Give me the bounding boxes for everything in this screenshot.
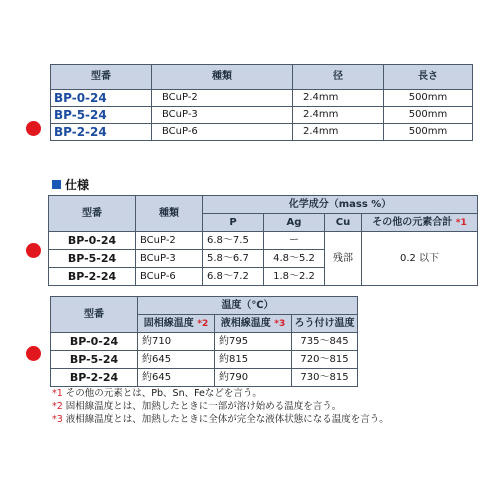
- note-mark: *1: [455, 217, 467, 228]
- header-type: 種類: [136, 196, 203, 232]
- header-brazing: ろう付け温度: [292, 315, 358, 333]
- table-row: [51, 90, 473, 107]
- ag-cell: 1.8～2.2: [264, 268, 325, 286]
- footnote-1: [52, 387, 389, 400]
- footnote-mark: *3: [52, 414, 63, 425]
- header-row: [51, 65, 473, 90]
- highlight-marker-1: [26, 121, 41, 136]
- type-cell: BCuP-3: [136, 250, 203, 268]
- header-liquidus-text: 液相線温度: [220, 317, 271, 329]
- header-ag: Ag: [264, 214, 325, 232]
- highlight-marker-3: [26, 346, 41, 361]
- solidus-cell: 約645: [138, 369, 215, 387]
- type-cell: BCuP-6: [136, 268, 203, 286]
- note-mark: *2: [197, 318, 209, 329]
- liquidus-cell: 約815: [215, 351, 292, 369]
- product-table: [50, 64, 473, 141]
- footnote-text: その他の元素とは、Pb、Sn、Feなどを言う。: [65, 388, 262, 399]
- diameter-cell: 2.4mm: [293, 90, 384, 107]
- model-cell: BP-5-24: [51, 107, 152, 124]
- model-cell: BP-0-24: [51, 333, 138, 351]
- ag-cell: 4.8～5.2: [264, 250, 325, 268]
- length-cell: 500mm: [384, 107, 473, 124]
- table-row: [51, 333, 358, 351]
- solidus-cell: 約645: [138, 351, 215, 369]
- section-title: [52, 176, 89, 193]
- square-bullet-icon: [52, 180, 61, 189]
- footnote-text: 固相線温度とは、加熱したときに一部が溶け始める温度を言う。: [65, 401, 342, 412]
- diameter-cell: 2.4mm: [293, 124, 384, 141]
- model-cell: BP-2-24: [51, 369, 138, 387]
- header-row: [51, 297, 358, 315]
- type-cell: BCuP-2: [152, 90, 293, 107]
- footnote-text: 液相線温度とは、加熱したときに全体が完全な液体状態になる温度を言う。: [65, 414, 389, 425]
- footnote-2: [52, 400, 389, 413]
- diameter-cell: 2.4mm: [293, 107, 384, 124]
- table-row: [51, 107, 473, 124]
- model-cell: BP-2-24: [51, 124, 152, 141]
- model-cell: BP-0-24: [51, 90, 152, 107]
- p-cell: 5.8～6.7: [203, 250, 264, 268]
- model-cell: BP-5-24: [51, 351, 138, 369]
- highlight-marker-2: [26, 243, 41, 258]
- composition-table: [48, 195, 478, 286]
- brazing-cell: 720～815: [292, 351, 358, 369]
- header-model: 型番: [51, 65, 152, 90]
- header-diameter: 径: [293, 65, 384, 90]
- header-cu: Cu: [325, 214, 362, 232]
- header-length: 長さ: [384, 65, 473, 90]
- type-cell: BCuP-6: [152, 124, 293, 141]
- model-cell: BP-5-24: [49, 250, 136, 268]
- temperature-table: [50, 296, 358, 387]
- header-row: [49, 196, 478, 214]
- table-row: [51, 351, 358, 369]
- footnote-mark: *1: [52, 388, 63, 399]
- ag-cell: ー: [264, 232, 325, 250]
- brazing-cell: 735～845: [292, 333, 358, 351]
- model-cell: BP-2-24: [49, 268, 136, 286]
- cu-cell: 残部: [325, 232, 362, 286]
- model-cell: BP-0-24: [49, 232, 136, 250]
- header-other-text: その他の元素合計: [372, 216, 453, 228]
- footnote-3: [52, 413, 389, 426]
- type-cell: BCuP-3: [152, 107, 293, 124]
- header-composition: 化学成分（mass %）: [203, 196, 478, 214]
- table-row: [51, 124, 473, 141]
- footnote-mark: *2: [52, 401, 63, 412]
- footnotes: [52, 387, 389, 426]
- header-temperature: 温度（℃）: [138, 297, 358, 315]
- length-cell: 500mm: [384, 124, 473, 141]
- header-other: [362, 214, 478, 232]
- p-cell: 6.8～7.5: [203, 232, 264, 250]
- solidus-cell: 約710: [138, 333, 215, 351]
- liquidus-cell: 約790: [215, 369, 292, 387]
- table-row: [51, 369, 358, 387]
- liquidus-cell: 約795: [215, 333, 292, 351]
- length-cell: 500mm: [384, 90, 473, 107]
- p-cell: 6.8～7.2: [203, 268, 264, 286]
- note-mark: *3: [274, 318, 286, 329]
- header-model: 型番: [51, 297, 138, 333]
- type-cell: BCuP-2: [136, 232, 203, 250]
- other-cell: 0.2 以下: [362, 232, 478, 286]
- header-type: 種類: [152, 65, 293, 90]
- header-p: P: [203, 214, 264, 232]
- brazing-cell: 730～815: [292, 369, 358, 387]
- section-title-text: 仕様: [65, 178, 90, 192]
- header-model: 型番: [49, 196, 136, 232]
- header-solidus: [138, 315, 215, 333]
- header-liquidus: [215, 315, 292, 333]
- header-solidus-text: 固相線温度: [143, 317, 194, 329]
- table-row: [49, 232, 478, 250]
